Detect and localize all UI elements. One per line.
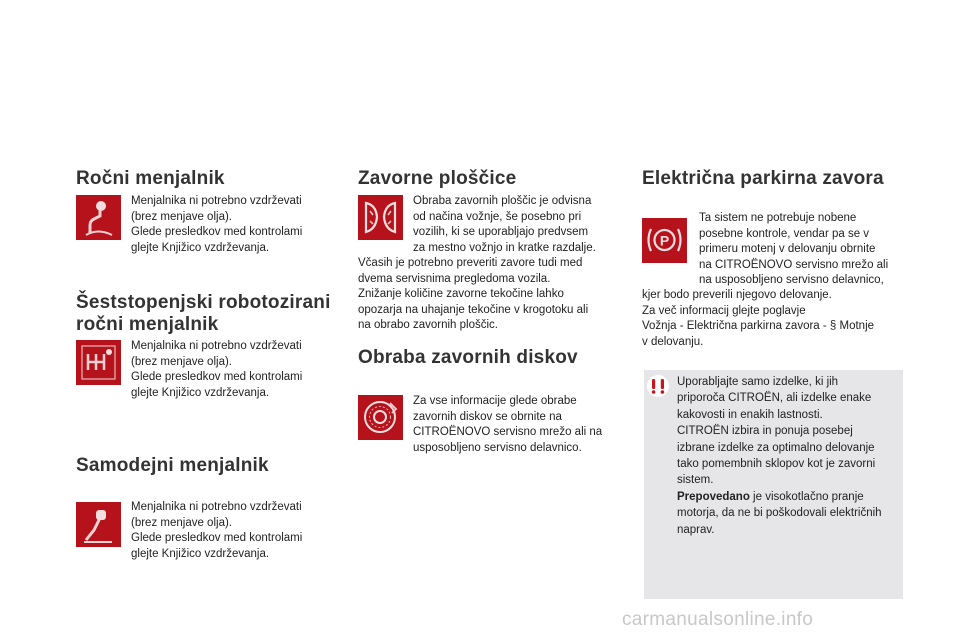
text-line: Uporabljajte samo izdelke, ki jih bbox=[677, 376, 839, 388]
automatic-gearbox-text bbox=[131, 500, 321, 562]
bold-word: Prepovedano bbox=[677, 490, 750, 503]
text-line: Znižanje količine zavorne tekočine lahko bbox=[358, 288, 564, 300]
text-line: sistem. bbox=[677, 474, 714, 487]
section-manual-gearbox bbox=[76, 168, 225, 190]
text-line: glejte Knjižico vzdrževanja. bbox=[131, 241, 270, 254]
text-line: zavornih diskov se obrnite na bbox=[413, 410, 562, 423]
text-fragment: je visokotlačno pranje bbox=[749, 490, 864, 503]
text-line: Glede presledkov med kontrolami bbox=[131, 532, 303, 544]
gear-lever-icon bbox=[76, 195, 121, 240]
text-line: posebne kontrole, vendar pa se v bbox=[699, 227, 870, 240]
text-line: Ta sistem ne potrebuje nobene bbox=[699, 212, 857, 224]
text-line: opozarja na uhajanje tekočine v krogotoku ali bbox=[358, 303, 589, 316]
warning-text bbox=[677, 374, 902, 538]
parking-brake-icon bbox=[642, 218, 687, 263]
text-line: (brez menjave olja). bbox=[131, 210, 232, 223]
section-title: Obraba zavornih diskov bbox=[358, 347, 578, 368]
parking-brake-intro bbox=[699, 211, 909, 289]
section-title: Zavorne ploščice bbox=[358, 168, 517, 189]
text-line: CITROËN izbira in ponuja posebej bbox=[677, 425, 853, 438]
text-line: na obrabo zavornih ploščic. bbox=[358, 319, 498, 331]
brake-pads-intro bbox=[413, 194, 628, 256]
text-line: dvema servisnima pregledoma vozila. bbox=[358, 272, 551, 285]
text-line: kjer bodo preverili njegovo delovanje. bbox=[642, 289, 832, 301]
brake-discs-text bbox=[413, 394, 628, 456]
section-brake-pads bbox=[358, 168, 516, 190]
parking-brake-text bbox=[642, 288, 912, 350]
robotised-gearbox-text bbox=[131, 339, 321, 401]
section-title: Samodejni menjalnik bbox=[76, 455, 269, 476]
text-line: usposobljeno servisno delavnico. bbox=[413, 441, 582, 454]
text-line: kakovosti in enakih lastnosti. bbox=[677, 408, 823, 421]
warning-icon bbox=[646, 374, 670, 398]
section-title: Šeststopenjski robotozirani bbox=[76, 292, 331, 313]
text-line: naprav. bbox=[677, 523, 715, 536]
automatic-gearbox-icon bbox=[76, 502, 121, 547]
text-line: od načina vožnje, še posebno pri bbox=[413, 210, 582, 223]
brake-pads-text bbox=[358, 256, 628, 334]
text-line: motorja, da ne bi poškodovali električnih bbox=[677, 507, 882, 520]
text-line: Obraba zavornih ploščic je odvisna bbox=[413, 195, 592, 207]
text-line: za mestno vožnjo in kratke razdalje. bbox=[413, 241, 596, 254]
brake-disc-icon bbox=[358, 395, 403, 440]
text-line: priporoča CITROËN, ali izdelke enake bbox=[677, 392, 872, 405]
text-line: Včasih je potrebno preveriti zavore tudi med bbox=[358, 257, 583, 269]
text-line: na CITROËNOVO servisno mrežo ali bbox=[699, 258, 889, 271]
robot-gearbox-icon bbox=[76, 340, 121, 385]
text-line: izbrane izdelke za optimalno delovanje bbox=[677, 441, 875, 454]
text-line: Glede presledkov med kontrolami bbox=[131, 226, 303, 238]
section-automatic-gearbox bbox=[76, 455, 269, 477]
text-line: (brez menjave olja). bbox=[131, 355, 232, 368]
text-line: CITROËNOVO servisno mrežo ali na bbox=[413, 426, 603, 438]
watermark: carmanualsonline.info bbox=[622, 609, 814, 630]
text-line: Menjalnika ni potrebno vzdrževati bbox=[131, 340, 302, 352]
text-line: Za več informacij glejte poglavje bbox=[642, 304, 806, 317]
text-line: vozilih, ki se uporabljajo predvsem bbox=[413, 226, 589, 238]
section-robotised-gearbox bbox=[76, 292, 356, 336]
text-line: glejte Knjižico vzdrževanja. bbox=[131, 547, 270, 560]
text-line: glejte Knjižico vzdrževanja. bbox=[131, 386, 270, 399]
svg-text:P: P bbox=[659, 232, 670, 249]
text-line: Za vse informacije glede obrabe bbox=[413, 395, 577, 407]
section-title: Električna parkirna zavora bbox=[642, 168, 884, 189]
section-brake-discs bbox=[358, 347, 578, 369]
brake-pads-icon bbox=[358, 195, 403, 240]
text-line: (brez menjave olja). bbox=[131, 516, 232, 529]
text-line: na usposobljeno servisno delavnico, bbox=[699, 274, 884, 286]
text-line: Vožnja - Električna parkirna zavora - § Motnje bbox=[642, 320, 875, 332]
manual-gearbox-text bbox=[131, 194, 321, 256]
text-line: Menjalnika ni potrebno vzdrževati bbox=[131, 501, 302, 513]
text-line: Menjalnika ni potrebno vzdrževati bbox=[131, 195, 302, 207]
text-line: Glede presledkov med kontrolami bbox=[131, 371, 303, 383]
text-line: v delovanju. bbox=[642, 335, 704, 348]
text-line: primeru motenj v delovanju obrnite bbox=[699, 243, 876, 255]
section-title: Ročni menjalnik bbox=[76, 168, 225, 189]
text-line-mixed bbox=[677, 489, 902, 505]
text-line: tako pomembnih sklopov kot je zavorni bbox=[677, 458, 876, 471]
section-parking-brake bbox=[642, 168, 884, 190]
section-title-cont: ročni menjalnik bbox=[76, 314, 219, 335]
